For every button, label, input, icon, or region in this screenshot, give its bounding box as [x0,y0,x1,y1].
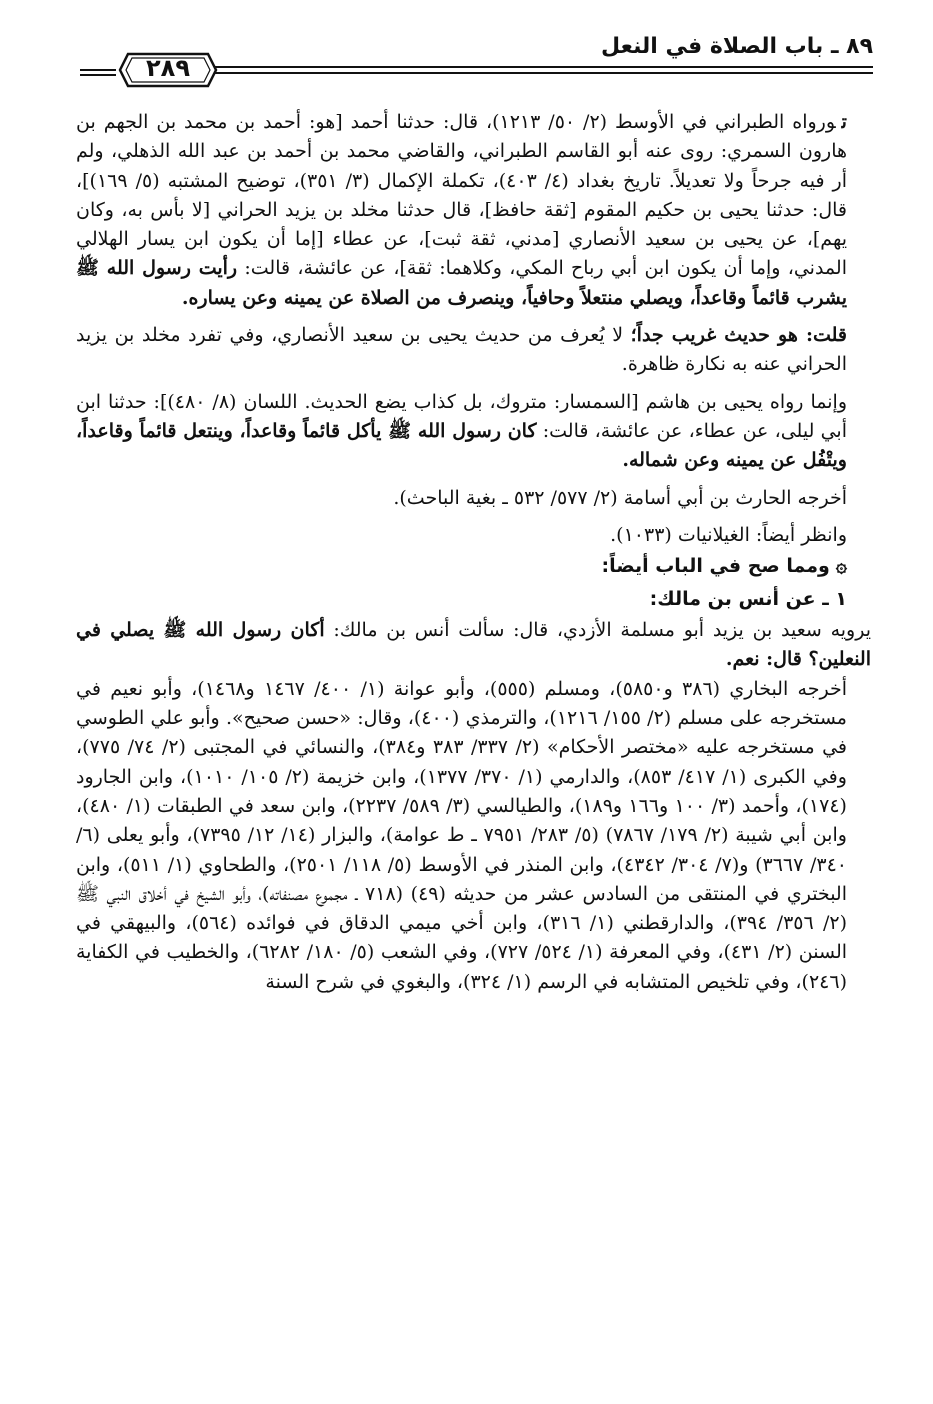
paragraph-text: يرويه سعيد بن يزيد أبو مسلمة الأزدي، قال: سألت أنس بن مالك: [324,619,871,642]
hadith-text: رأيت رسول الله ﷺ يشرب قائماً وقاعداً، ويصلي منتعلاً وحافياً، وينصرف من الصلاة عن يمينه وعن يساره. [76,257,847,309]
section-heading [76,550,871,583]
paragraph [76,321,871,380]
subsection-heading: ١ ـ عن أنس بن مالك: [649,588,847,611]
page-number: ٢٨٩ [146,54,190,82]
paragraph-lead: قلت: هو حديث غريب جداً؛ [630,324,847,347]
paragraph: أخرجه الحارث بن أبي أسامة (٢/ ٥٧٧/ ٥٣٢ ـ بغية الباحث). [393,486,847,509]
paragraph [76,108,871,313]
hadith-text: كان رسول الله ﷺ يأكل قائماً وقاعداً، وينتعل قائماً وقاعداً، ويتْفُل عن يمينه وعن شماله. [76,419,847,472]
header-rule [195,66,873,68]
paragraph-text: لا يُعرف من حديث يحيى بن سعيد الأنصاري، وفي تفرد مخلد بن يزيد الحراني عنه به نكارة ظاهرة. [76,324,847,376]
page-header [80,32,873,92]
hadith-text: أكان رسول الله ﷺ يصلي في النعلين؟ قال: نعم. [76,619,871,671]
page-number-badge [118,52,218,88]
section-marker-icon: ۞ [835,555,847,578]
paragraph-text: ورواه الطبراني في الأوسط (٢/ ٥٠/ ١٢١٣)، قال: حدثنا أحمد [هو: أحمد بن محمد بن الجهم بن هارون السمري: روى عنه أبو القاسم الطبراني، والقاضي محمد بن أحمد بن عبد الله الذهلي، ولم أر فيه جرحاً ولا تعديلاً. تاريخ بغداد (٤/ ٤٠٣)، تكملة الإكمال (٣/ ٣٥١)، توضيح المشتبه (٥/ ١٦٩)]، قال: حدثنا يحيى بن حكيم المقوم [ثقة حافظ]، قال حدثنا مخلد بن يزيد الحراني [لا بأس به، وكان يهم]، عن يحيى بن سعيد الأنصاري [مدني، ثقة ثبت]، عن عطاء [إما أن يكون ابن يسار الهلالي المدني، وإما أن يكون ابن أبي رباح المكي، وكلاهما: ثقة]، عن عائشة، قالت: [76,111,847,280]
paragraph-text: وإنما رواه يحيى بن هاشم [السمسار: متروك، بل كذاب يضع الحديث. اللسان (٨/ ٤٨٠)]: حدثنا ابن أبي ليلى، عن عطاء، عن عائشة، قالت: [76,390,847,442]
chapter-title: ٨٩ ـ باب الصلاة في النعل [601,34,873,59]
page-body [76,108,871,997]
paragraph [76,616,871,675]
header-rule [195,72,873,74]
paragraph: أخرجه البخاري (٣٨٦ و٥٨٥٠)، ومسلم (٥٥٥)، وأبو عوانة (١/ ٤٠٠/ ١٤٦٧ و١٤٦٨)، وأبو نعيم في مستخرجه على مسلم (٢/ ١٥٥/ ١٢١٦)، والترمذي (٤٠٠)، وقال: «حسن صحيح». وأبو علي الطوسي في مستخرجه عليه «مختصر الأحكام» (٢/ ٣٣٧/ ٣٨٣ و٣٨٤)، والنسائي في المجتبى (٢/ ٧٤/ ٧٧٥)، وفي الكبرى (١/ ٤١٧/ ٨٥٣)، والدارمي (١/ ٣٧٠/ ١٣٧٧)، وابن خزيمة (٢/ ١٠٥/ ١٠١٠)، وابن الجارود (١٧٤)، وأحمد (٣/ ١٠٠ و١٦٦ و١٨٩)، والطيالسي (٣/ ٥٨٩/ ٢٢٣٧)، وابن سعد في الطبقات (١/ ٤٨٠)، وابن أبي شيبة (٢/ ١٧٩/ ٧٨٦٧) (٥/ ٢٨٣/ ٧٩٥١ ـ ط عوامة)، والبزار (١٤/ ١٢/ ٧٣٩٥)، وأبو يعلى (٦/ ٣٤٠/ ٣٦٦٧) و(٧/ ٣٠٤/ ٤٣٤٢)، وابن المنذر في الأوسط (٥/ ١١٨/ ٢٥٠١)، والطحاوي (١/ ٥١١)، وابن البختري في المنتقى من السادس عشر من حديثه (٤٩) (٧١٨ ـ مجموع مصنفاته)، وأبو الشيخ في أخلاق النبي ﷺ (٢/ ٣٥٦/ ٣٩٤)، والدارقطني (١/ ٣١٦)، وابن أخي ميمي الدقاق في فوائده (٥٦٤)، والبيهقي في السنن (٢/ ٤٣١)، وفي المعرفة (١/ ٥٢٤/ ٧٢٧)، وفي الشعب (٥/ ١٨٠/ ٦٢٨٢)، والخطيب في الكفاية (٢٤٦)، وفي تلخيص المتشابه في الرسم (١/ ٣٢٤)، والبغوي في شرح السنة [76,677,848,993]
paragraph-marker: ت [841,111,847,133]
section-heading-text: ومما صح في الباب أيضاً: [601,555,830,578]
paragraph: وانظر أيضاً: الغيلانيات (١٠٣٣). [610,523,847,546]
header-rule-left [80,69,116,79]
paragraph [76,388,871,476]
